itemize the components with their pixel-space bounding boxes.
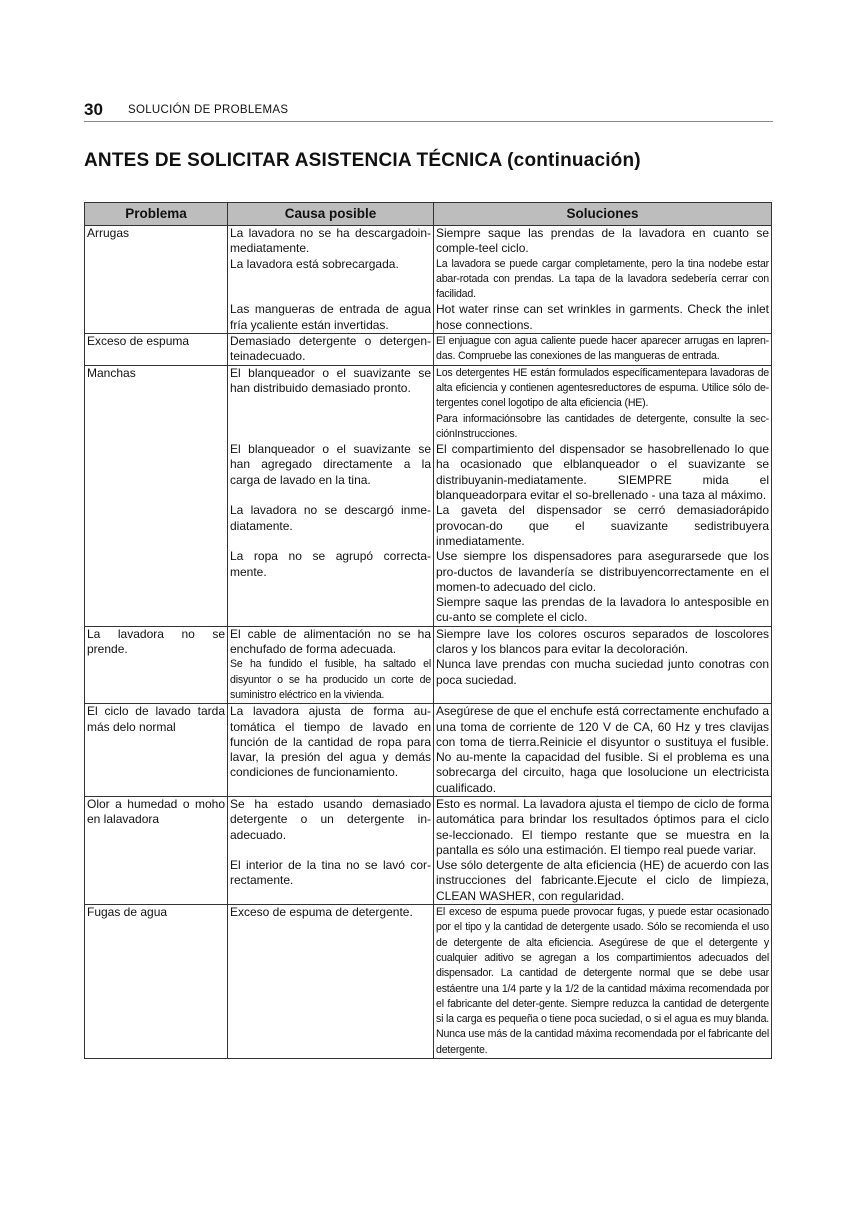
cause-cell: Las mangueras de entrada de agua fría ycaliente están invertidas. — [228, 302, 434, 333]
solution-cell: Asegúrese de que el enchufe está correctamente enchufado a una toma de corriente de 120 V de CA, 60 Hz y tres clavijas con toma de tierra.Reinicie el disyuntor o sustituya el fusible. No au-mente la capacidad del fusible. Si el problema es una sobrecarga del circuito, haga que losolucione un electricista cualificado. — [434, 704, 772, 797]
cause-cell: Se ha estado usando demasiado detergente o un detergente in-adecuado. — [228, 796, 434, 858]
cause-cell: La lavadora no se ha descargadoin-mediatamente. — [228, 226, 434, 257]
solution-cell: Hot water rinse can set wrinkles in garments. Check the inlet hose connections. — [434, 302, 772, 333]
column-header-problem: Problema — [85, 203, 228, 226]
table-header-row — [85, 203, 772, 226]
cause-cell — [228, 626, 434, 703]
cause-cell: La ropa no se agrupó correcta-mente. — [228, 549, 434, 626]
cause-cell: La lavadora ajusta de forma au-tomática el tiempo de lavado en función de la cantidad de ropa para lavar, la presión del agua y demás condiciones de funcionamiento. — [228, 704, 434, 797]
page-number: 30 — [84, 100, 103, 119]
column-header-cause: Causa posible — [228, 203, 434, 226]
solution-text: Use siempre los dispensadores para asegurarsede que los pro-ductos de lavandería se distribuyencorrectamente en el momen-to adecuado del ciclo. — [436, 549, 769, 594]
solution-cell: El enjuague con agua caliente puede hacer aparecer arrugas en lapren-das. Compruebe las conexiones de las mangueras de entrada. — [434, 334, 772, 366]
cause-text: El cable de alimentación no se ha enchufado de forma adecuada. — [230, 626, 431, 657]
problem-cell: Fugas de agua — [85, 905, 228, 1059]
table-row — [85, 704, 772, 797]
solution-cell: La lavadora se puede cargar completamente, pero la tina nodebe estar abar-rotada con prendas. La tapa de la lavadora sedebería cerrar con facilidad. — [434, 257, 772, 303]
table-row — [85, 365, 772, 442]
cause-cell: El interior de la tina no se lavó cor-rectamente. — [228, 858, 434, 904]
solution-text: Los detergentes HE están formulados específicamentepara lavadoras de alta eficiencia y contienen agentesreductores de espuma. Utilice sólo de-tergentes conel logotipo de alta eficiencia (HE). — [436, 366, 769, 410]
header-rule — [84, 121, 773, 122]
solution-text: Siempre lave los colores oscuros separados de loscolores claros y los blancos para evitar la decoloración. — [436, 626, 769, 657]
troubleshooting-table — [84, 202, 772, 1059]
table-row — [85, 796, 772, 858]
solution-cell: La gaveta del dispensador se cerró demasiadorápido provocan-do que el suavizante sedistribuyera inmediatamente. — [434, 503, 772, 549]
cause-cell: Exceso de espuma de detergente. — [228, 905, 434, 1059]
table-row — [85, 334, 772, 366]
page-header — [84, 100, 773, 122]
problem-cell: La lavadora no se prende. — [85, 626, 228, 703]
table-row — [85, 226, 772, 257]
solution-cell: Esto es normal. La lavadora ajusta el tiempo de ciclo de forma automática para brindar los resultados óptimos para el ciclo se-leccionado. El tiempo restante que se muestra en la pantalla es sólo una estimación. El tiempo real puede variar. — [434, 796, 772, 858]
section-title: SOLUCIÓN DE PROBLEMAS — [128, 104, 289, 116]
table-row — [85, 905, 772, 1059]
solution-text: Siempre saque las prendas de la lavadora lo antesposible en cu-anto se complete el ciclo. — [436, 595, 769, 625]
cause-cell: La lavadora no se descargó inme-diatamente. — [228, 503, 434, 549]
solution-cell — [434, 365, 772, 442]
solution-cell: El compartimiento del dispensador se hasobrellenado lo que ha ocasionado que elblanqueador o el suavizante se distribuyanin-mediatamente. SIEMPRE mida el blanqueadorpara evitar el so-brellenado - una taza al máximo. — [434, 442, 772, 503]
cause-cell: El blanqueador o el suavizante se han agregado directamente a la carga de lavado en la tina. — [228, 442, 434, 503]
solution-cell — [434, 549, 772, 626]
solution-cell: Use sólo detergente de alta eficiencia (HE) de acuerdo con las instrucciones del fabricante.Ejecute el ciclo de limpieza, CLEAN WASHER, con regularidad. — [434, 858, 772, 904]
solution-cell: Siempre saque las prendas de la lavadora en cuanto se comple-teel ciclo. — [434, 226, 772, 257]
problem-cell: Exceso de espuma — [85, 334, 228, 366]
problem-cell: El ciclo de lavado tarda más delo normal — [85, 704, 228, 797]
solution-text: Para informaciónsobre las cantidades de detergente, consulte la sec-ciónInstrucciones. — [436, 412, 769, 440]
solution-text: Nunca lave prendas con mucha suciedad junto conotras con poca suciedad. — [436, 657, 769, 687]
cause-cell: La lavadora está sobrecargada. — [228, 257, 434, 303]
solution-cell — [434, 626, 772, 703]
table-row — [85, 626, 772, 703]
solution-cell: El exceso de espuma puede provocar fugas, y puede estar ocasionado por el tipo y la cantidad de detergente usado. Sólo se recomienda el uso de detergente de alta eficiencia. Asegúrese de que el detergente y cualquier aditivo se agregan a los compartimientos adecuados del dispensador. La cantidad de detergente normal que se debe usar estáentre una 1/4 parte y la 1/2 de la cantidad máxima recomendada por el fabricante del deter-gente. Siempre reduzca la cantidad de detergente si la carga es pequeña o tiene poca suciedad, o si el agua es muy blanda. Nunca use más de la cantidad máxima recomendada por el fabricante del detergente. — [434, 905, 772, 1059]
problem-cell: Arrugas — [85, 226, 228, 334]
cause-text: Se ha fundido el fusible, ha saltado el disyuntor o se ha producido un corte de suministro eléctrico en la vivienda. — [230, 658, 431, 701]
problem-cell: Olor a humedad o moho en lalavadora — [85, 796, 228, 904]
column-header-solutions: Soluciones — [434, 203, 772, 226]
problem-cell: Manchas — [85, 365, 228, 626]
cause-cell: El blanqueador o el suavizante se han distribuido demasiado pronto. — [228, 365, 434, 442]
page-title: ANTES DE SOLICITAR ASISTENCIA TÉCNICA (continuación) — [84, 150, 641, 171]
cause-cell: Demasiado detergente o detergen-teinadecuado. — [228, 334, 434, 366]
